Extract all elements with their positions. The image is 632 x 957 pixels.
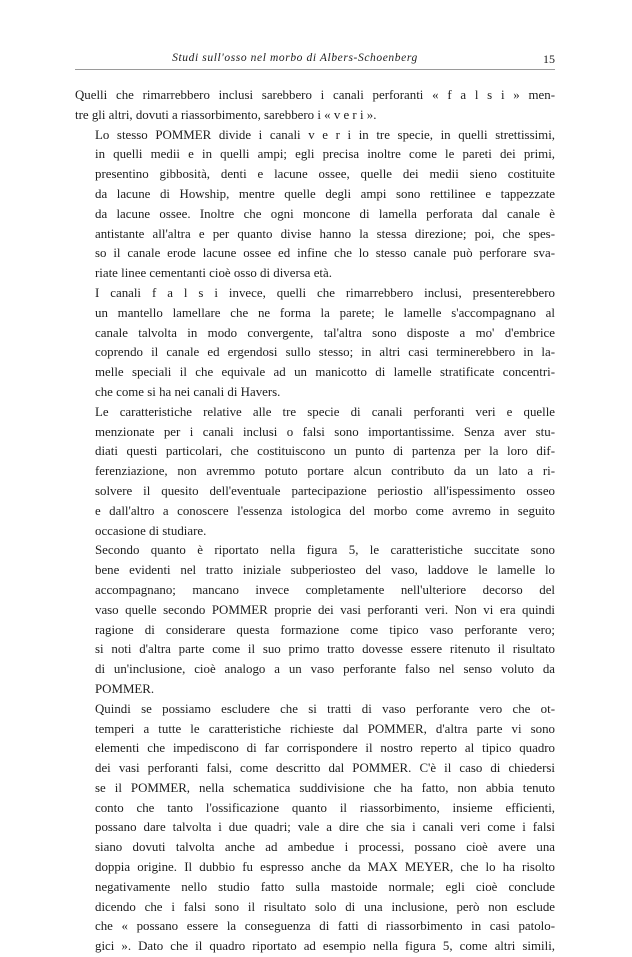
text-line: canale talvolta in modo convergente, tal'altra sono disposte a mo' d'embrice: [95, 325, 555, 340]
text-line: ferenziazione, non avremmo potuto portare alcun contributo da un lato a ri-: [95, 464, 555, 479]
paragraph: [75, 284, 555, 403]
text-line: siano dovuti talvolta anche ad ambedue i processi, possano cioè avere una: [95, 840, 555, 855]
text-line: doppia origine. Il dubbio fu espresso anche da MAX MEYER, che lo ha risolto: [95, 860, 555, 875]
running-title: Studi sull'osso nel morbo di Albers-Schoenberg: [172, 52, 418, 64]
text-line: diati questi particolari, che costituiscono un punto di partenza per la loro dif-: [95, 444, 555, 459]
text-line: so il canale erode lacune ossee ed infine che lo stesso canale può perforare sva-: [95, 246, 555, 261]
text-line: che come si ha nei canali di Havers.: [95, 384, 281, 399]
text-line: Secondo quanto è riportato nella figura 5, le caratteristiche succitate sono: [95, 543, 555, 558]
text-line: solvere il quesito dell'eventuale partecipazione periostio all'ispessimento osseo: [95, 483, 555, 498]
text-line: occasione di studiare.: [95, 523, 207, 538]
paragraph: [75, 403, 555, 542]
text-line: un mantello lamellare che ne forma la parete; le lamelle s'accompagnano al: [95, 305, 555, 320]
page-header: [75, 52, 555, 70]
text-line: se il POMMER, nella schematica suddivisione che ha fatto, non abbia tenuto: [95, 780, 555, 795]
text-line: menzionate per i canali inclusi o falsi sono importantissime. Senza aver stu-: [95, 424, 555, 439]
text-line: bene evidenti nel tratto iniziale subperiosteo del vaso, laddove le lamelle lo: [95, 563, 555, 578]
text-line: e dall'altro a conoscere l'essenza istologica del morbo come avremo in seguito: [95, 503, 555, 518]
body-text: [75, 86, 555, 957]
text-line: Quelli che rimarrebbero inclusi sarebbero i canali perforanti « f a l s i » men-: [75, 88, 555, 102]
paragraph: [75, 541, 555, 699]
text-line: dei vasi perforanti falsi, come descritto dal POMMER. C'è il caso di chiedersi: [95, 761, 555, 776]
text-line: da lacune ossee. Inoltre che ogni moncone di lamella perforata dal canale è: [95, 206, 555, 221]
text-line: gici ». Dato che il quadro riportato ad esempio nella figura 5, come altri simili,: [95, 939, 555, 954]
text-line: da lacune di Howship, mentre quelle degli ampi sono rettilinee e tappezzate: [95, 186, 555, 201]
text-line: conto che tanto l'ossificazione quanto il riassorbimento, insieme efficienti,: [95, 800, 555, 815]
text-line: temperi a tutte le caratteristiche richieste dal POMMER, d'altra parte vi sono: [95, 721, 555, 736]
text-line: dicendo che i falsi sono il risultato solo di una inclusione, però non esclude: [95, 899, 555, 914]
paragraph: [75, 700, 555, 957]
text-line: I canali f a l s i invece, quelli che rimarrebbero inclusi, presenterebbero: [95, 285, 555, 300]
text-line: vaso quelle secondo POMMER proprie dei vasi perforanti veri. Non vi era quindi: [95, 602, 555, 617]
text-line: melle speciali il che equivale ad un manicotto di lamelle stratificate concentri-: [95, 365, 555, 380]
paragraph: [75, 126, 555, 284]
text-line: Le caratteristiche relative alle tre specie di canali perforanti veri e quelle: [95, 404, 555, 419]
text-line: Lo stesso POMMER divide i canali v e r i in tre specie, in quelli strettissimi,: [95, 127, 555, 142]
page-number: 15: [543, 52, 555, 66]
text-line: POMMER.: [95, 681, 155, 696]
text-line: tre gli altri, dovuti a riassorbimento, sarebbero i « v e r i ».: [75, 107, 377, 122]
text-line: Quindi se possiamo escludere che si tratti di vaso perforante vero che ot-: [95, 701, 555, 716]
text-line: accompagnano; mancano invece completamente nell'ulteriore decorso del: [95, 582, 555, 597]
text-line: coprendo il canale ed ergendosi sullo stesso; in altri casi terminerebbero in la-: [95, 345, 555, 360]
text-line: presentino gibbosità, denti e lacune ossee, quelle dei medii sieno costituite: [95, 167, 555, 182]
text-line: in quelli medii e in quelli ampi; egli precisa inoltre come le pareti dei primi,: [95, 147, 555, 162]
text-line: negativamente nello studio fatto sulla mastoide normale; egli cioè conclude: [95, 879, 555, 894]
text-line: si noti d'altra parte come il suo primo tratto dovesse essere ritenuto il risultato: [95, 642, 555, 657]
header-rule: [75, 69, 555, 70]
text-line: che « possano essere la conseguenza di fatti di riassorbimento in casi patolo-: [95, 919, 555, 934]
text-line: riate linee cementanti cioè osso di diversa età.: [95, 266, 332, 281]
text-line: di un'inclusione, cioè analogo a un vaso perforante falso nel senso voluto da: [95, 662, 555, 677]
paragraph: [75, 86, 555, 126]
text-line: ragione di considerare questa formazione come tipico vaso perforante vero;: [95, 622, 555, 637]
text-line: elementi che impediscono di far corrispondere il nostro reperto al tipico quadro: [95, 741, 555, 756]
text-line: possano dare talvolta i due quadri; vale a dire che sia i canali veri come i falsi: [95, 820, 555, 835]
text-line: antistante all'altra e per quanto divise hanno la stessa direzione; poi, che spes-: [95, 226, 555, 241]
